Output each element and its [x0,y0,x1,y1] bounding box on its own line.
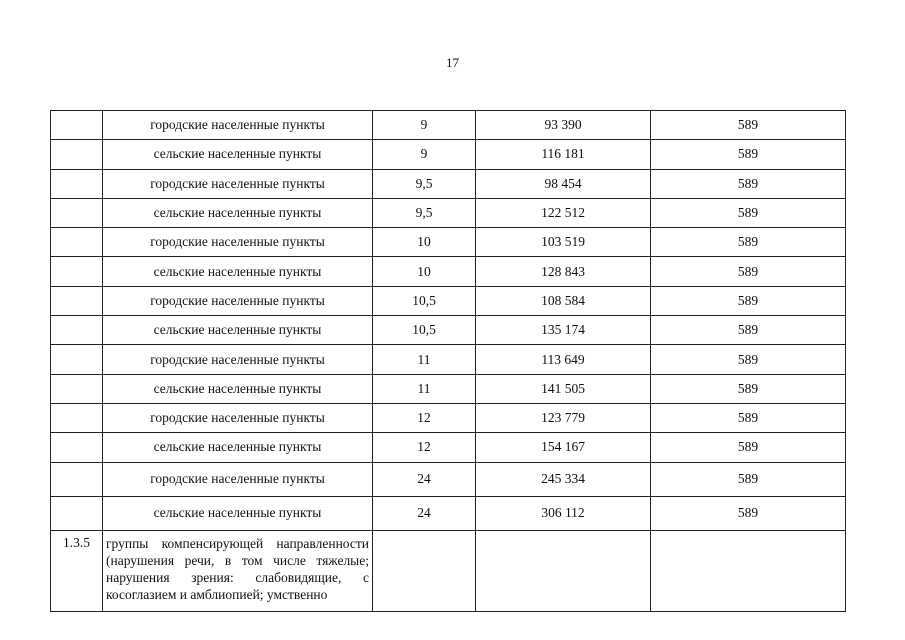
extra-cell: 589 [651,403,846,432]
cost-cell: 245 334 [476,462,651,496]
table-row [51,257,846,286]
extra-cell: 589 [651,169,846,198]
extra-cell: 589 [651,228,846,257]
cost-cell: 98 454 [476,169,651,198]
hours-cell: 10 [373,228,476,257]
extra-cell: 589 [651,257,846,286]
settlement-type-cell: сельские населенные пункты [103,257,373,286]
hours-cell: 9 [373,111,476,140]
hours-cell: 9,5 [373,198,476,227]
code-cell [51,433,103,462]
settlement-type-cell: городские населенные пункты [103,111,373,140]
hours-cell: 10 [373,257,476,286]
code-cell [51,316,103,345]
table-row [51,111,846,140]
section-row [51,530,846,611]
code-cell [51,111,103,140]
hours-cell: 10,5 [373,286,476,315]
table-row [51,374,846,403]
hours-cell: 10,5 [373,316,476,345]
code-cell [51,286,103,315]
extra-cell: 589 [651,433,846,462]
table-row [51,169,846,198]
settlement-type-cell: сельские населенные пункты [103,433,373,462]
table-row [51,316,846,345]
settlement-type-cell: городские населенные пункты [103,345,373,374]
code-cell [51,257,103,286]
code-cell [51,169,103,198]
code-cell [51,140,103,169]
code-cell [51,374,103,403]
settlement-type-cell: сельские населенные пункты [103,140,373,169]
cost-cell: 306 112 [476,496,651,530]
code-cell [51,403,103,432]
extra-cell: 589 [651,345,846,374]
code-cell [51,198,103,227]
hours-cell: 12 [373,433,476,462]
page-number: 17 [446,55,459,70]
table-row [51,286,846,315]
extra-cell: 589 [651,286,846,315]
tariff-table [50,110,846,612]
table-row [51,228,846,257]
section-code: 1.3.5 [51,530,103,611]
section-description: группы компенсирующей направленности (нарушения речи, в том числе тяжелые; нарушения зрения: слабовидящие, с косоглазием и амблиопией; умственно [103,530,373,611]
table-row [51,496,846,530]
settlement-type-cell: сельские населенные пункты [103,496,373,530]
hours-cell: 11 [373,374,476,403]
empty-cell [373,530,476,611]
hours-cell: 12 [373,403,476,432]
cost-cell: 116 181 [476,140,651,169]
settlement-type-cell: городские населенные пункты [103,462,373,496]
settlement-type-cell: городские населенные пункты [103,403,373,432]
extra-cell: 589 [651,496,846,530]
empty-cell [476,530,651,611]
cost-cell: 128 843 [476,257,651,286]
settlement-type-cell: сельские населенные пункты [103,316,373,345]
cost-cell: 108 584 [476,286,651,315]
code-cell [51,496,103,530]
hours-cell: 11 [373,345,476,374]
hours-cell: 9,5 [373,169,476,198]
cost-cell: 93 390 [476,111,651,140]
table-row [51,198,846,227]
cost-cell: 123 779 [476,403,651,432]
code-cell [51,228,103,257]
settlement-type-cell: городские населенные пункты [103,286,373,315]
extra-cell: 589 [651,198,846,227]
cost-cell: 135 174 [476,316,651,345]
cost-cell: 113 649 [476,345,651,374]
extra-cell: 589 [651,316,846,345]
extra-cell: 589 [651,374,846,403]
hours-cell: 9 [373,140,476,169]
code-cell [51,345,103,374]
extra-cell: 589 [651,462,846,496]
settlement-type-cell: городские населенные пункты [103,228,373,257]
table-row [51,403,846,432]
cost-cell: 154 167 [476,433,651,462]
table-row [51,345,846,374]
extra-cell: 589 [651,111,846,140]
settlement-type-cell: городские населенные пункты [103,169,373,198]
table-row [51,462,846,496]
settlement-type-cell: сельские населенные пункты [103,374,373,403]
table-row [51,140,846,169]
table-row [51,433,846,462]
cost-cell: 122 512 [476,198,651,227]
hours-cell: 24 [373,462,476,496]
hours-cell: 24 [373,496,476,530]
cost-cell: 141 505 [476,374,651,403]
empty-cell [651,530,846,611]
code-cell [51,462,103,496]
settlement-type-cell: сельские населенные пункты [103,198,373,227]
extra-cell: 589 [651,140,846,169]
cost-cell: 103 519 [476,228,651,257]
